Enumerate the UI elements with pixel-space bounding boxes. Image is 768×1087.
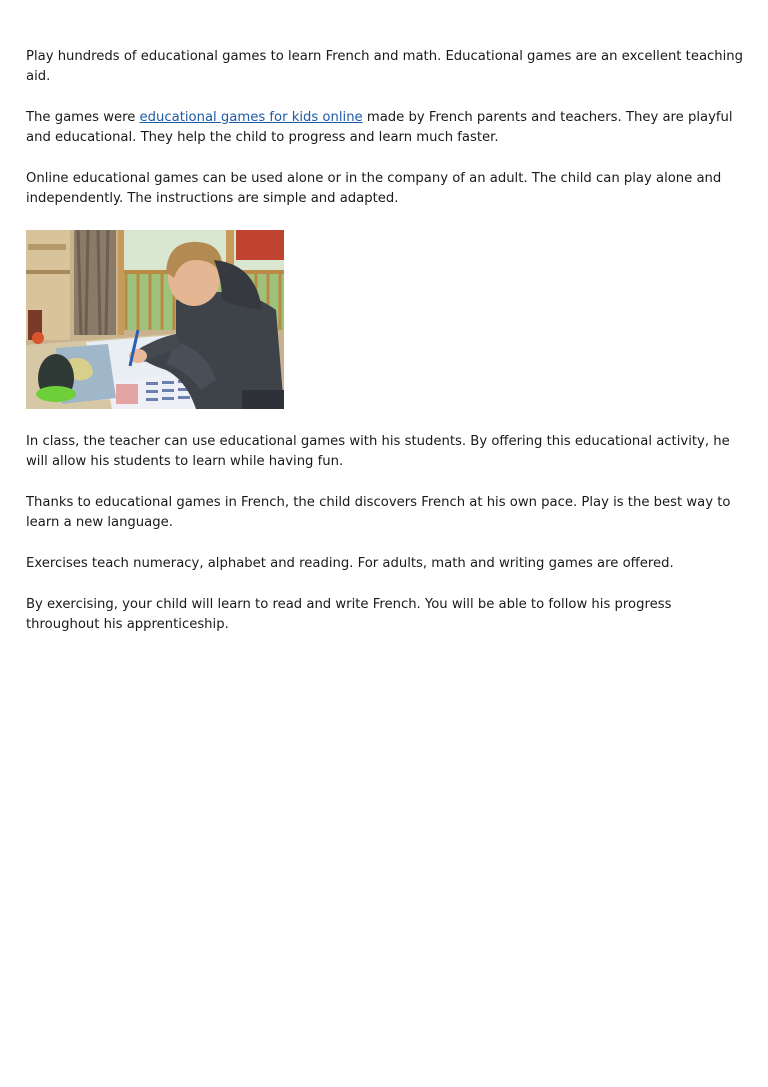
child-writing-photo xyxy=(26,230,284,409)
paragraph-online-usage: Online educational games can be used alone or in the company of an adult. The child can play alone and independently. The instructions are simple and adapted. xyxy=(26,171,722,206)
paragraph-text-before-link: The games were xyxy=(26,110,140,125)
paragraph-intro: Play hundreds of educational games to learn French and math. Educational games are an excellent teaching aid. xyxy=(26,49,744,84)
educational-games-link[interactable]: educational games for kids online xyxy=(139,110,363,125)
paragraph-games-origin xyxy=(26,108,748,148)
paragraph-text-after-link: made by French parents and teachers. They are playful and educational. They help the child to progress and learn much faster. xyxy=(26,110,733,145)
paragraph-progress: By exercising, your child will learn to read and write French. You will be able to follow his progress throughout his apprenticeship. xyxy=(26,597,672,632)
paragraph-own-pace: Thanks to educational games in French, the child discovers French at his own pace. Play is the best way to learn a new language. xyxy=(26,495,731,530)
paragraph-classroom: In class, the teacher can use educational games with his students. By offering this educational activity, he will allow his students to learn while having fun. xyxy=(26,434,730,469)
document-body xyxy=(26,47,748,656)
paragraph-exercises: Exercises teach numeracy, alphabet and reading. For adults, math and writing games are offered. xyxy=(26,556,674,571)
